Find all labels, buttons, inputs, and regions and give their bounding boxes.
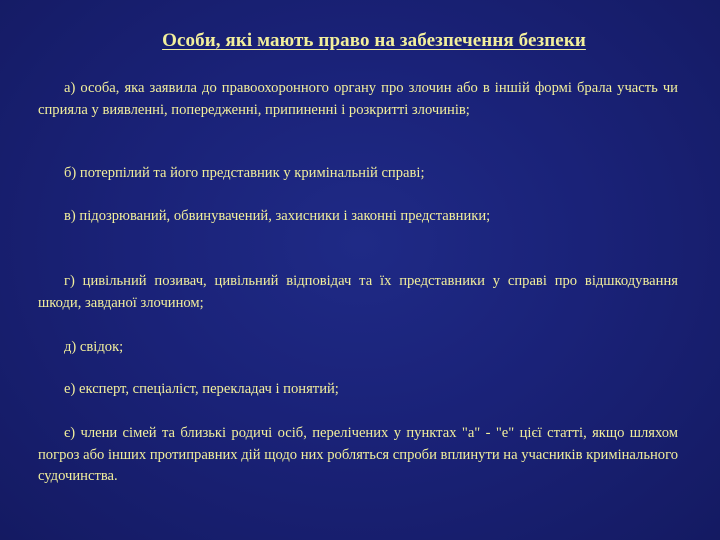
list-item-ye: є) члени сімей та близькі родичі осіб, перелічених у пунктах "а" - "е" цієї статті, якщо шляхом погроз або інших протиправних дій щодо них робляться спроби вплинути на учасників кримінального судочинства. — [38, 425, 678, 484]
list-item-b: б) потерпілий та його представник у кримінальній справі; — [64, 165, 425, 181]
list-item-e: е) експерт, спеціаліст, перекладач і понятий; — [64, 381, 339, 397]
list-item-d: д) свідок; — [64, 339, 124, 355]
list-item-a: а) особа, яка заявила до правоохоронного органу про злочин або в іншій формі брала участь чи сприяла у виявленні, попередженні, припиненні і розкритті злочинів; — [38, 80, 678, 118]
list-item-v: в) підозрюваний, обвинувачений, захисники і законні представники; — [64, 208, 491, 224]
list-item-g: г) цивільний позивач, цивільний відповідач та їх представники у справі про відшкодування шкоди, завданої злочином; — [38, 273, 678, 311]
slide-title: Особи, які мають право на забезпечення безпеки — [162, 30, 586, 51]
